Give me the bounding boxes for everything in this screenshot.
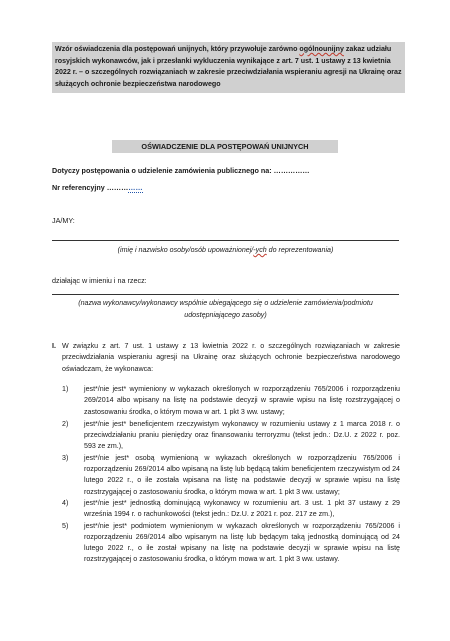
header-text-2: zakaz udziału rosyjskich wykonawców, jak i przesłanki wykluczenia wynikające z art. 7 ust. 1 ustawy z 13 kwietnia 2022 r. – o szczególnych rozwiązaniach w zakresie przeciwdziałania wspieraniu agresji na Ukrainę oraz służących ochronie bezpieczeństwa narodowego — [55, 45, 402, 88]
entity-note: (nazwa wykonawcy/wykonawcy wspólnie ubiegającego się o udzielenie zamówienia/podmiotu udostępniającego zasoby) — [78, 299, 373, 319]
ref-label: Nr referencyjny ……… — [52, 183, 129, 192]
header-text-1: Wzór oświadczenia dla postępowań unijnych, który przywołuje zarówno — [55, 45, 300, 53]
list-item — [62, 521, 400, 566]
item-number: 5) — [62, 521, 69, 530]
header-text-misspelled: ogólnounijny — [299, 45, 344, 53]
list-item — [62, 384, 400, 418]
ref-link: …… — [128, 183, 143, 192]
item-text: jest*/nie jest* wymieniony w wykazach określonych w rozporządzeniu 765/2006 i rozporządzeniu 269/2014 albo wpisany na listę na podstawie decyzji w sprawie wpisu na listę rozstrzygającej o zastosowaniu środka, o którym mowa w art. 1 pkt 3 ww. ustawy; — [84, 385, 400, 416]
item-number: 1) — [62, 385, 69, 393]
person-note-2: do reprezentowania) — [266, 246, 334, 254]
item-number: 2) — [62, 419, 69, 428]
item-text: jest*/nie jest* jednostką dominującą wykonawcy w rozumieniu art. 3 ust. 1 pkt 37 ustawy z 29 września 1994 r. o rachunkowości (tekst jedn.: Dz.U. z 2021 r. poz. 217 ze zm.), — [84, 498, 400, 519]
header-note — [52, 42, 405, 93]
item-text: jest*/nie jest* podmiotem wymienionym w wykazach określonych w rozporządzeniu 765/2006 i rozporządzeniu 269/2014 albo wpisanym na listę lub będącym taką jednostką dominującą od 24 lutego 2022 r., o ile został wpisany na listę na podstawie decyzji w sprawie wpisu na listę rozstrzygającej o zastosowaniu środka, o którym mowa w art. 1 pkt 3 ww. ustawy. — [84, 521, 400, 564]
list-item — [62, 419, 400, 453]
item-number: 3) — [62, 453, 69, 462]
subject-line: Dotyczy postępowania o udzielenie zamówienia publicznego na: …………… — [52, 166, 310, 175]
item-text: jest*/nie jest* beneficjentem rzeczywistym wykonawcy w rozumieniu ustawy z 1 marca 2018 r. o przeciwdziałaniu praniu pieniędzy oraz finansowaniu terroryzmu (tekst jedn.: Dz.U. z 2022 r. poz. 593 ze zm.), — [84, 419, 400, 451]
list-item — [62, 498, 400, 521]
section-text: W związku z art. 7 ust. 1 ustawy z 13 kwietnia 2022 r. o szczególnych rozwiązaniach w zakresie przeciwdziałania wspieraniu agresji na Ukrainę oraz służących ochronie bezpieczeństwa narodowego oświadczam, że wykonawca: — [62, 342, 400, 373]
declaration-list — [62, 384, 400, 566]
ja-my-label: JA/MY: — [52, 216, 75, 225]
item-number: 4) — [62, 498, 69, 507]
person-note — [52, 245, 399, 257]
item-text: jest*/nie jest* osobą wymienioną w wykazach określonych w rozporządzeniu 765/2006 i rozporządzeniu 269/2014 albo wpisaną na listę lub będącą takim beneficjentem rzeczywistym od 24 lutego 2022 r., o ile została wpisana na listę na podstawie decyzji w sprawie wpisu na listę rozstrzygającej o zastosowaniu środka, o którym mowa w art. 1 pkt 3 ww. ustawy; — [84, 453, 400, 496]
person-note-1: (imię i nazwisko osoby/osób upoważnionej/ — [117, 246, 254, 254]
acting-label: działając w imieniu i na rzecz: — [52, 276, 147, 285]
signature-line-2 — [52, 294, 399, 295]
person-note-mis: -ych — [253, 246, 267, 254]
list-item — [62, 453, 400, 498]
reference-number — [52, 182, 143, 193]
section-I — [52, 341, 400, 375]
section-number: I. — [52, 342, 56, 350]
document-title: OŚWIADCZENIE DLA POSTĘPOWAŃ UNIJNYCH — [112, 140, 338, 153]
signature-line-1 — [52, 240, 399, 241]
